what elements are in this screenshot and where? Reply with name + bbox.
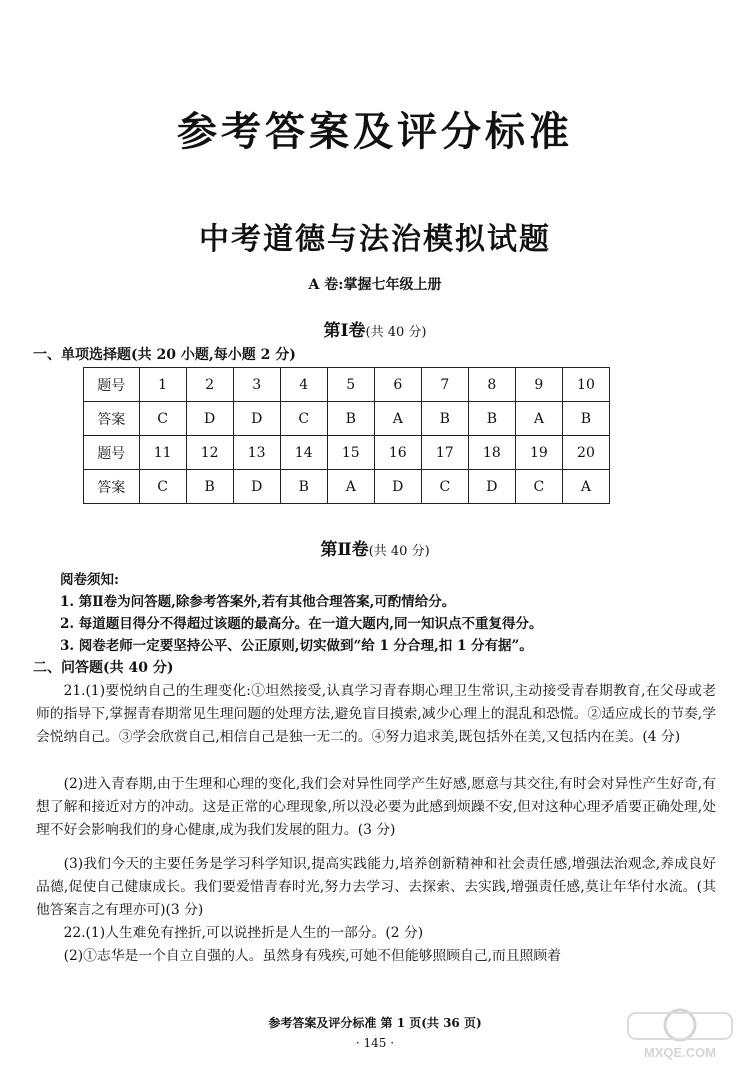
table-cell: B: [562, 402, 609, 436]
exam-title: 中考道德与法治模拟试题: [199, 222, 551, 257]
page-footer: 参考答案及评分标准 第 1 页(共 36 页): [268, 1016, 482, 1030]
table-cell: A: [327, 470, 374, 504]
table-cell: 13: [233, 436, 280, 470]
notice-item: 2. 每道题目得分不得超过该题的最高分。在一道大题内,同一知识点不重复得分。: [60, 616, 543, 632]
answer-paragraph: (2)①志华是一个自立自强的人。虽然身有残疾,可她不但能够照顾自己,而且照顾着: [63, 948, 561, 964]
table-cell: A: [562, 470, 609, 504]
table-row: [84, 470, 610, 504]
part1-score: (共 40 分): [365, 325, 427, 340]
table-cell: C: [139, 470, 186, 504]
table-cell: C: [139, 402, 186, 436]
table-cell: C: [280, 402, 327, 436]
table-cell: 7: [421, 368, 468, 402]
answer-table: [83, 367, 610, 504]
table-row: [84, 436, 610, 470]
table-cell: 20: [562, 436, 609, 470]
table-cell: 14: [280, 436, 327, 470]
table-cell: 2: [186, 368, 233, 402]
answer-paragraph: 21.(1)要悦纳自己的生理变化:①坦然接受,认真学习青春期心理卫生常识,主动接受青春期教育,在父母或老师的指导下,掌握青春期常见生理问题的处理方法,避免盲目摸索,减少心理上的混乱和恐慌。②适应成长的节奏,学会悦纳自己。③学会欣赏自己,相信自己是独一无二的。④努力追求美,既包括外在美,又包括内在美。(4 分): [36, 683, 716, 746]
table-cell: B: [186, 470, 233, 504]
notice-heading: 阅卷须知:: [60, 572, 119, 588]
table-row: [84, 368, 610, 402]
row-label: 答案: [84, 402, 140, 436]
watermark-text: MXQE.COM: [643, 1045, 717, 1060]
row-label: 答案: [84, 470, 140, 504]
table-cell: 6: [374, 368, 421, 402]
notice-item: 1. 第Ⅱ卷为问答题,除参考答案外,若有其他合理答案,可酌情给分。: [60, 594, 456, 610]
watermark-frame: [628, 1013, 732, 1039]
table-cell: A: [515, 402, 562, 436]
table-cell: 10: [562, 368, 609, 402]
answer-paragraph: (2)进入青春期,由于生理和心理的变化,我们会对异性同学产生好感,愿意与其交往,有时会对异性产生好奇,有想了解和接近对方的冲动。这是正常的心理现象,所以没必要为此感到烦躁不安,但对这种心理矛盾要正确处理,处理不好会影响我们的身心健康,成为我们发展的阻力。(3 分): [36, 776, 716, 839]
table-cell: 16: [374, 436, 421, 470]
notice-item: 3. 阅卷老师一定要坚持公平、公正原则,切实做到“给 1 分合理,扣 1 分有据”。: [60, 638, 533, 654]
table-cell: D: [233, 470, 280, 504]
part1-title: [0, 316, 750, 341]
row-label: 题号: [84, 368, 140, 402]
watermark-ring: [665, 1010, 695, 1040]
table-cell: 1: [139, 368, 186, 402]
table-cell: C: [421, 470, 468, 504]
table-cell: 8: [468, 368, 515, 402]
table-cell: 18: [468, 436, 515, 470]
table-cell: D: [468, 470, 515, 504]
table-cell: D: [374, 470, 421, 504]
table-cell: 9: [515, 368, 562, 402]
table-cell: 11: [139, 436, 186, 470]
table-cell: B: [327, 402, 374, 436]
table-cell: 15: [327, 436, 374, 470]
table-cell: D: [186, 402, 233, 436]
table-cell: D: [233, 402, 280, 436]
part2-title: [0, 535, 750, 560]
table-cell: B: [421, 402, 468, 436]
table-cell: 19: [515, 436, 562, 470]
juan-a-subtitle: A 卷:掌握七年级上册: [308, 277, 442, 293]
table-row: [84, 402, 610, 436]
table-cell: B: [468, 402, 515, 436]
table-cell: A: [374, 402, 421, 436]
part2-title-text: 第Ⅱ卷: [320, 540, 369, 560]
table-cell: B: [280, 470, 327, 504]
section1-heading: 一、单项选择题(共 20 小题,每小题 2 分): [33, 347, 296, 363]
table-cell: 3: [233, 368, 280, 402]
section2-heading: 二、问答题(共 40 分): [33, 660, 174, 676]
table-cell: 17: [421, 436, 468, 470]
part2-score: (共 40 分): [368, 544, 430, 559]
table-cell: C: [515, 470, 562, 504]
table-cell: 4: [280, 368, 327, 402]
watermark-logo: [620, 1003, 740, 1063]
part1-title-text: 第Ⅰ卷: [323, 321, 366, 341]
table-cell: 5: [327, 368, 374, 402]
row-label: 题号: [84, 436, 140, 470]
table-cell: 12: [186, 436, 233, 470]
answer-paragraph: (3)我们今天的主要任务是学习科学知识,提高实践能力,培养创新精神和社会责任感,增强法治观念,养成良好品德,促使自己健康成长。我们要爱惜青春时光,努力去学习、去探索、去实践,增强责任感,莫让年华付水流。(其他答案言之有理亦可)(3 分): [36, 856, 716, 919]
answer-paragraph: 22.(1)人生难免有挫折,可以说挫折是人生的一部分。(2 分): [63, 925, 424, 941]
page-number: · 145 ·: [355, 1036, 395, 1050]
main-title: 参考答案及评分标准: [177, 109, 573, 155]
